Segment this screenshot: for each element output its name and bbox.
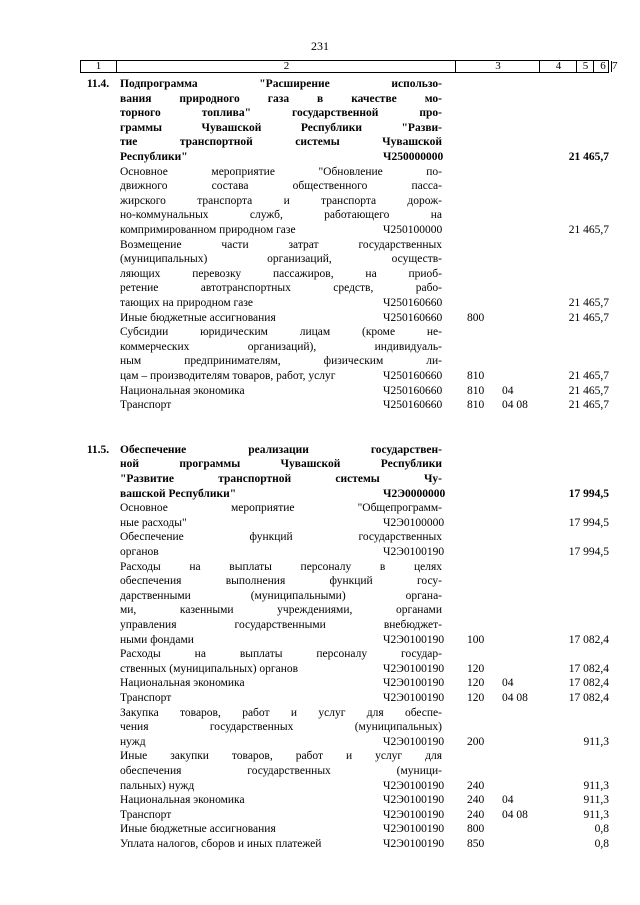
description-line: цам – производителям товаров, работ, услуг	[120, 369, 336, 382]
table-row	[80, 384, 609, 399]
description-line: (муниципальных) организаций, осуществ-	[120, 253, 442, 266]
target-code: Ч250160660	[383, 311, 443, 324]
table-row	[80, 647, 609, 676]
section-code: 04	[502, 677, 514, 690]
table-row	[80, 691, 609, 706]
row-number: 11.5.	[86, 443, 110, 456]
target-code: Ч2Э0100190	[383, 735, 445, 748]
description-line: управления государственными внебюджет-	[120, 618, 442, 631]
table-row	[80, 165, 609, 238]
description-line: Иные закупки товаров, работ и услуг для	[120, 750, 442, 763]
description-line: ные расходы"	[120, 516, 187, 529]
description-line: обеспечения государственных (муници-	[120, 764, 442, 777]
target-code: Ч2Э0100190	[383, 692, 445, 704]
header-col-3: 3	[455, 61, 540, 72]
amount: 21 465,7	[568, 399, 609, 412]
header-col-7: 7	[612, 60, 618, 72]
description-line: обеспечения выполнения функций госу-	[120, 575, 442, 588]
section-code: 04	[502, 794, 514, 807]
description-line: Транспорт	[120, 808, 172, 821]
section-code: 04	[502, 384, 514, 397]
description-line: ным предпринимателям, физическим ли-	[120, 355, 442, 368]
description-line: "Развитие транспортной системы Чу-	[120, 472, 442, 485]
table-row	[80, 325, 609, 383]
table-row	[80, 238, 609, 311]
target-code: Ч250000000	[383, 151, 444, 163]
description-line: Расходы на выплаты персоналу в целях	[120, 560, 442, 573]
description-line: Основное мероприятие "Обновление по-	[120, 165, 442, 178]
expense-type: 100	[467, 633, 485, 646]
description-line: Иные бюджетные ассигнования	[120, 823, 276, 836]
description-line: но-коммунальных служб, работающего на	[120, 209, 442, 222]
description-line: Национальная экономика	[120, 384, 245, 397]
expense-type: 810	[467, 399, 485, 412]
target-code: Ч2Э0100190	[383, 838, 445, 850]
table-row	[80, 501, 609, 530]
amount: 911,3	[583, 735, 609, 748]
amount: 21 465,7	[568, 384, 609, 397]
row-number: 11.4.	[86, 78, 110, 90]
description-line: ной программы Чувашской Республики	[120, 458, 442, 471]
description-line: ретение автотранспортных средств, рабо-	[120, 282, 442, 295]
table-header	[80, 60, 618, 73]
table-row	[80, 530, 609, 559]
table-row	[80, 793, 609, 808]
header-col-4: 4	[539, 61, 577, 72]
target-code: Ч2Э0100190	[383, 823, 445, 836]
amount: 911,3	[583, 808, 609, 821]
expense-type: 240	[467, 808, 485, 821]
description-line: торного топлива" государственной про-	[120, 107, 442, 120]
amount: 21 465,7	[568, 369, 609, 382]
table-row	[80, 77, 609, 165]
expense-type: 200	[467, 735, 485, 748]
amount: 17 994,5	[568, 487, 609, 500]
amount: 21 465,7	[568, 151, 609, 163]
expense-type: 120	[467, 692, 485, 704]
target-code: Ч250160660	[383, 399, 443, 412]
amount: 17 082,4	[568, 633, 609, 646]
description-line: нужд	[120, 735, 146, 748]
description-line: пальных) нужд	[120, 779, 195, 792]
target-code: Ч2Э0100190	[383, 633, 445, 646]
target-code: Ч2Э0100190	[383, 662, 445, 675]
page-number: 231	[311, 39, 329, 53]
description-line: Иные бюджетные ассигнования	[120, 311, 276, 324]
description-line: Возмещение части затрат государственных	[120, 238, 442, 251]
expense-type: 240	[467, 779, 485, 792]
target-code: Ч250160660	[383, 384, 443, 397]
target-code: Ч250160660	[383, 296, 443, 309]
expense-type: 810	[467, 384, 485, 397]
header-col-1: 1	[95, 60, 102, 72]
amount: 21 465,7	[568, 296, 609, 309]
description-line: Подпрограмма "Расширение использо-	[120, 78, 442, 90]
description-line: тие транспортной системы Чувашской	[120, 136, 442, 149]
amount: 21 465,7	[568, 223, 609, 236]
description-line: Республики"	[120, 150, 188, 163]
description-line: коммерческих организаций), индивидуаль-	[120, 340, 442, 353]
description-line: компримированном природном газе	[120, 223, 296, 236]
description-line: Транспорт	[120, 399, 172, 412]
expense-type: 800	[467, 823, 485, 836]
table-row	[80, 822, 609, 837]
description-line: Национальная экономика	[120, 794, 245, 807]
description-line: ляющих перевозку пассажиров, на приоб-	[120, 267, 442, 280]
description-line: Расходы на выплаты персоналу государ-	[120, 648, 442, 661]
section-code: 04 08	[502, 692, 528, 704]
description-line: дарственными (муниципальными) органа-	[120, 589, 442, 602]
expense-type: 120	[467, 662, 485, 675]
header-col-5: 5	[576, 61, 594, 72]
table-row	[80, 676, 609, 691]
target-code: Ч2Э0100190	[383, 545, 445, 558]
description-line: ственных (муниципальных) органов	[120, 662, 299, 675]
section-code: 04 08	[502, 808, 528, 821]
table-row	[80, 808, 609, 823]
section-code: 04 08	[502, 399, 528, 412]
description-line: жирского транспорта и транспорта дорож-	[120, 194, 442, 207]
target-code: Ч2Э0100190	[383, 779, 445, 792]
description-line: органов	[120, 545, 159, 558]
description-line: Обеспечение функций государственных	[120, 531, 442, 544]
table-row	[80, 837, 609, 852]
description-line: Субсидии юридическим лицам (кроме не-	[120, 326, 442, 339]
amount: 17 082,4	[568, 677, 609, 690]
header-col-6: 6	[593, 61, 612, 72]
description-line: Закупка товаров, работ и услуг для обеспе-	[120, 706, 442, 719]
expense-type: 810	[467, 369, 485, 382]
description-line: Национальная экономика	[120, 677, 245, 690]
expense-type: 240	[467, 794, 485, 807]
description-line: чения государственных (муниципальных)	[120, 721, 442, 734]
header-col-2: 2	[116, 61, 456, 72]
target-code: Ч2Э0000000	[383, 487, 446, 500]
expense-type: 800	[467, 311, 485, 324]
table-row	[80, 443, 609, 501]
amount: 0,8	[594, 838, 609, 850]
amount: 17 082,4	[568, 692, 609, 704]
expense-type: 120	[467, 677, 485, 690]
description-line: ми, казенными учреждениями, органами	[120, 604, 442, 617]
description-line: Транспорт	[120, 692, 172, 704]
description-line: тающих на природном газе	[120, 296, 254, 309]
description-line: Обеспечение реализации государствен-	[120, 443, 442, 456]
amount: 0,8	[594, 823, 609, 836]
table-row	[80, 560, 609, 648]
table-row	[80, 749, 609, 793]
description-line: Основное мероприятие "Общепрограмм-	[120, 502, 442, 515]
target-code: Ч2Э0100190	[383, 677, 445, 690]
description-line: граммы Чувашской Республики "Разви-	[120, 121, 442, 134]
table-row	[80, 706, 609, 750]
amount: 17 994,5	[568, 545, 609, 558]
target-code: Ч2Э0100190	[383, 808, 445, 821]
target-code: Ч250100000	[383, 223, 443, 236]
description-line: вания природного газа в качестве мо-	[120, 92, 442, 105]
amount: 911,3	[583, 779, 609, 792]
table-row	[80, 311, 609, 326]
target-code: Ч250160660	[383, 369, 443, 382]
target-code: Ч2Э0100000	[383, 516, 445, 529]
target-code: Ч2Э0100190	[383, 794, 445, 807]
amount: 17 082,4	[568, 662, 609, 675]
description-line: движного состава общественного пасса-	[120, 180, 442, 193]
description-line: Уплата налогов, сборов и иных платежей	[120, 838, 322, 850]
expense-type: 850	[467, 838, 485, 850]
description-line: вашской Республики"	[120, 487, 237, 500]
amount: 21 465,7	[568, 311, 609, 324]
table-row	[80, 398, 609, 413]
amount: 17 994,5	[568, 516, 609, 529]
amount: 911,3	[583, 794, 609, 807]
description-line: ными фондами	[120, 633, 194, 646]
